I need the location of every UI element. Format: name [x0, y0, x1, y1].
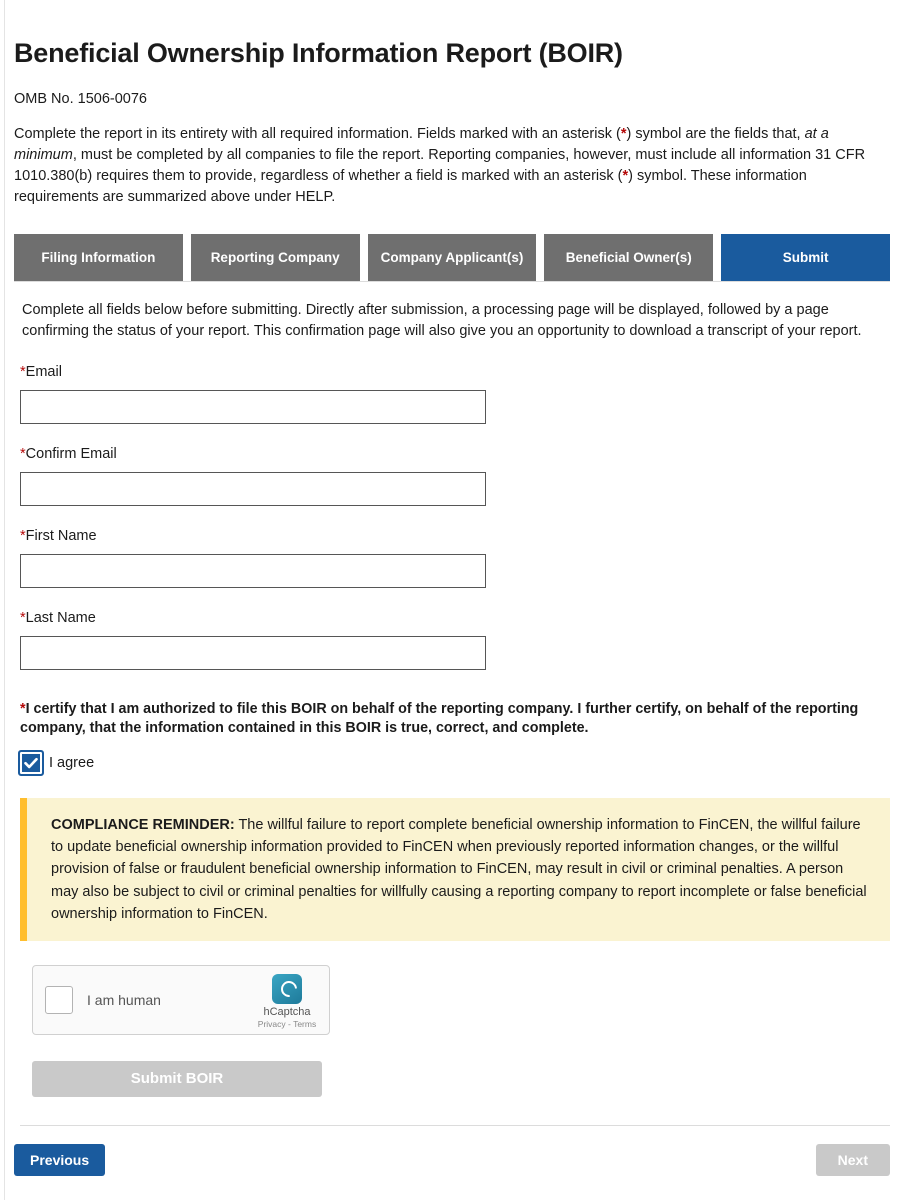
- hcaptcha-logo-icon: [272, 974, 302, 1004]
- field-last-name: [20, 610, 890, 670]
- submit-boir-button[interactable]: Submit BOIR: [32, 1061, 322, 1097]
- hcaptcha-checkbox[interactable]: [45, 986, 73, 1014]
- page-title: Beneficial Ownership Information Report (BOIR): [14, 38, 623, 68]
- required-asterisk: *: [20, 610, 26, 627]
- tab-submit[interactable]: Submit: [721, 234, 890, 281]
- hcaptcha-label: I am human: [87, 991, 161, 1008]
- required-asterisk: *: [20, 446, 26, 463]
- tab-filing-information[interactable]: Filing Information: [14, 234, 183, 281]
- checkmark-icon: [23, 755, 39, 771]
- tab-company-applicants[interactable]: Company Applicant(s): [368, 234, 537, 281]
- page-content: [14, 0, 890, 1176]
- certification-statement: [20, 700, 882, 738]
- page-left-rail: [0, 0, 5, 1200]
- intro-text-2: ) symbol are the fields that,: [626, 126, 805, 142]
- intro-text-4: ) symbol. These information requirements are summarized above under HELP.: [14, 168, 807, 206]
- required-asterisk: *: [20, 528, 26, 545]
- field-email-label: [20, 364, 890, 380]
- agree-checkbox[interactable]: [18, 750, 44, 776]
- compliance-reminder: [20, 798, 890, 941]
- tabs-divider: [14, 281, 890, 282]
- agree-row: [18, 750, 890, 776]
- intro-paragraph: [14, 124, 880, 208]
- first-name-input[interactable]: [20, 554, 486, 588]
- hcaptcha-brand-name: hCaptcha: [263, 1005, 311, 1018]
- intro-text-1: Complete the report in its entirety with all required information. Fields marked with an asterisk (: [14, 126, 621, 142]
- field-last-name-label: [20, 610, 890, 626]
- field-first-name-label: [20, 528, 890, 544]
- field-email-label-text: Email: [25, 364, 62, 381]
- asterisk-marker-2: *: [622, 168, 629, 185]
- previous-button[interactable]: Previous: [14, 1144, 105, 1176]
- wizard-tabs: [14, 234, 890, 281]
- omb-number: OMB No. 1506-0076: [14, 91, 147, 107]
- field-confirm-email: [20, 446, 890, 506]
- field-confirm-email-label: [20, 446, 890, 462]
- agree-label: I agree: [49, 755, 95, 772]
- required-asterisk: *: [20, 364, 26, 381]
- field-first-name-label-text: First Name: [25, 528, 97, 545]
- tab-beneficial-owners[interactable]: Beneficial Owner(s): [544, 234, 713, 281]
- field-first-name: [20, 528, 890, 588]
- hcaptcha-brand: [255, 974, 319, 1029]
- field-last-name-label-text: Last Name: [25, 610, 96, 627]
- footer-divider: [20, 1125, 890, 1126]
- footer-navigation: [14, 1144, 890, 1176]
- submit-instructions: Complete all fields below before submitting. Directly after submission, a processing page will be displayed, followed by a page confirming the status of your report. This confirmation page will also give you an opportunity to download a transcript of your report.: [22, 302, 862, 340]
- confirm-email-input[interactable]: [20, 472, 486, 506]
- last-name-input[interactable]: [20, 636, 486, 670]
- intro-emphasis: at a minimum: [14, 126, 829, 164]
- hcaptcha-privacy-terms[interactable]: Privacy - Terms: [257, 1018, 317, 1029]
- required-asterisk: *: [20, 701, 26, 718]
- hcaptcha-widget[interactable]: [32, 965, 330, 1035]
- intro-text-3: , must be completed by all companies to file the report. Reporting companies, however, must include all information 31 CFR 1010.380(b) requires them to provide, regardless of whether a field is marked with an asterisk (: [14, 147, 866, 185]
- field-email: [20, 364, 890, 424]
- field-confirm-email-label-text: Confirm Email: [25, 446, 117, 463]
- asterisk-marker-1: *: [620, 126, 627, 142]
- compliance-reminder-title: COMPLIANCE REMINDER:: [51, 817, 235, 834]
- next-button[interactable]: Next: [816, 1144, 890, 1176]
- email-input[interactable]: [20, 390, 486, 424]
- compliance-reminder-body: The willful failure to report complete beneficial ownership information to FinCEN, the willful failure to update beneficial ownership information provided to FinCEN when previously reported information changes, or the willful provision of false or fraudulent beneficial ownership information to FinCEN, may result in civil or criminal penalties. A person may also be subject to civil or criminal penalties for willfully causing a reporting company to report incomplete or false beneficial ownership information to FinCEN.: [51, 817, 867, 922]
- tab-reporting-company[interactable]: Reporting Company: [191, 234, 360, 281]
- certification-text: I certify that I am authorized to file this BOIR on behalf of the reporting company. I further certify, on behalf of the reporting company, that the information contained in this BOIR is true, correct, and complete.: [20, 701, 859, 737]
